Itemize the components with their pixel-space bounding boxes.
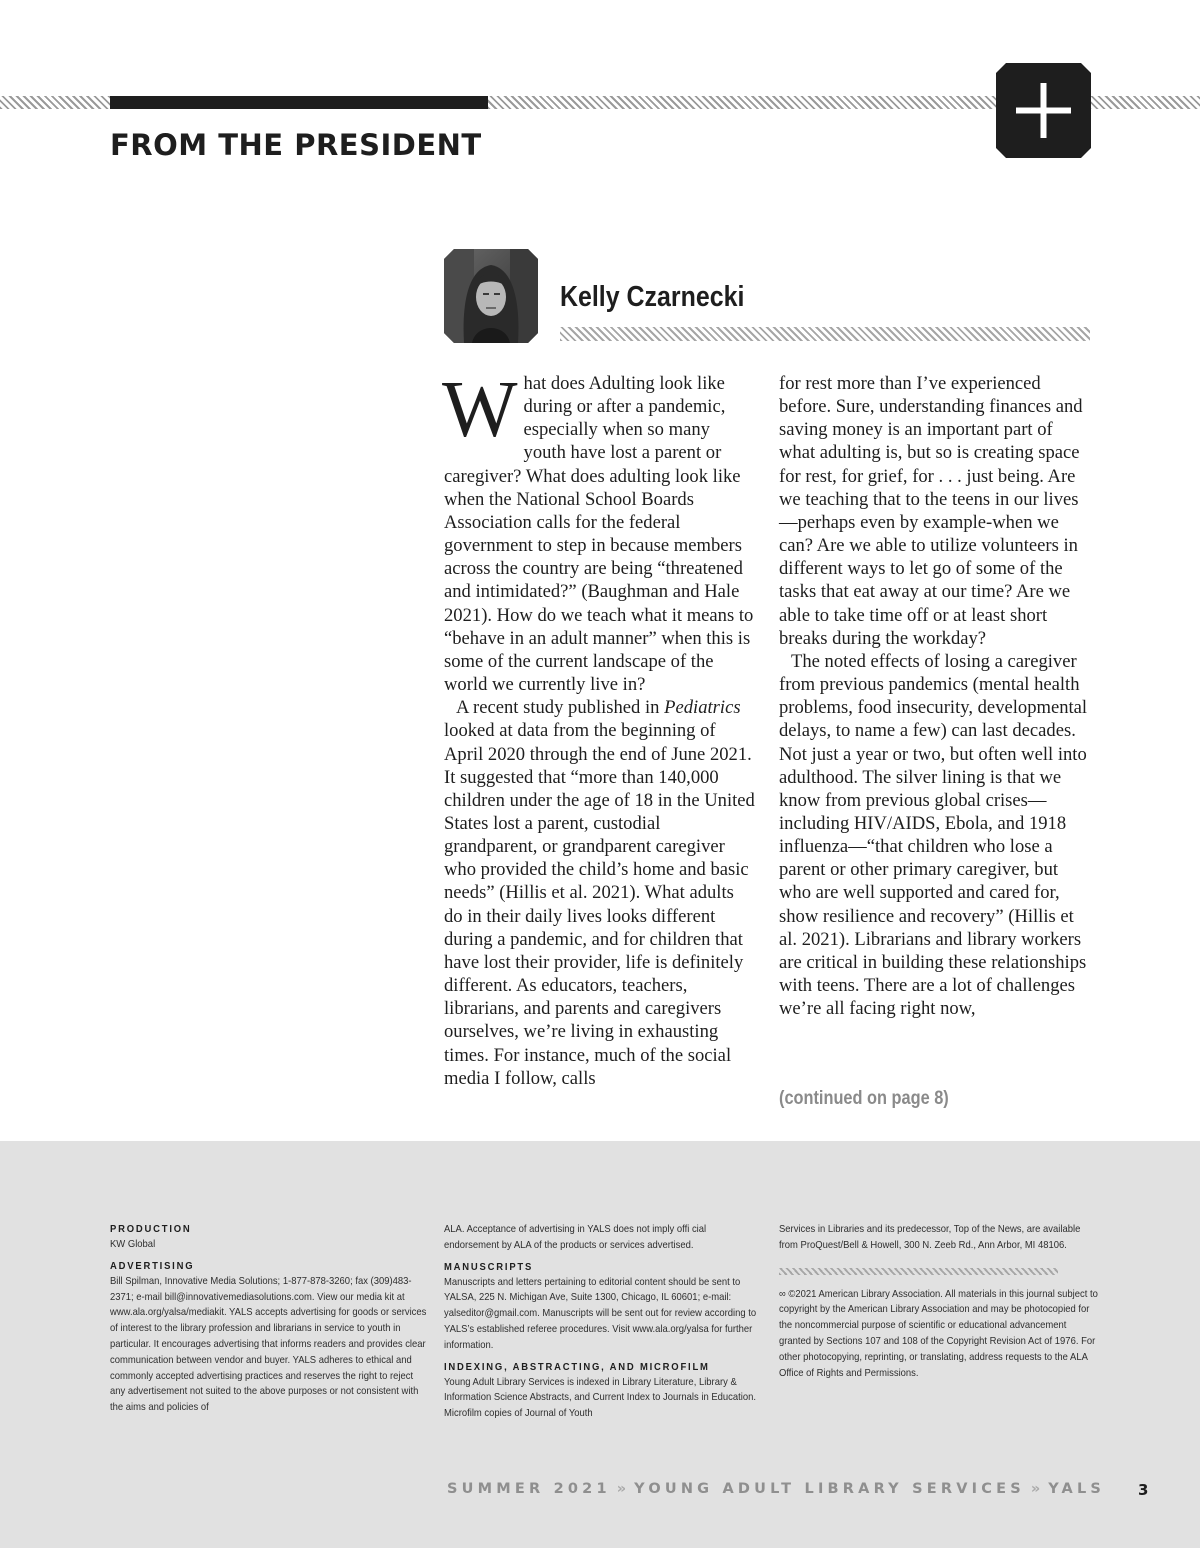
separator: » [1030,1481,1043,1497]
journal-abbr: YALS [1048,1481,1106,1497]
title-bar [110,96,488,109]
paragraph-text: hat does Adulting look like during or after a pandemic, especially when so many youth have lost a parent or caregiver? What does adulting look like when the National School Boards Association calls for the federal government to step in because members across the country are being “threatened and intimidated?” (Baughman and Hale 2021). How do we teach what it means to “behave in an adult manner” when this is some of the current landscape of the world we currently live in? [444,373,754,696]
author-photo [444,249,538,343]
author-hatch-rule [560,327,1090,341]
section-title: FROM THE PRESIDENT [110,128,482,162]
article-column-left [442,366,756,1090]
journal-name: YOUNG ADULT LIBRARY SERVICES [634,1481,1025,1497]
advertising-heading: ADVERTISING [110,1259,195,1272]
page-number: 3 [1138,1481,1149,1499]
footer-hatch-rule [779,1268,1058,1275]
drop-cap: W [442,366,518,454]
paragraph-text: A recent study published in [456,697,665,719]
continued-link[interactable]: (continued on page 8) [779,1088,949,1109]
advertising-text: Bill Spilman, Innovative Media Solutions; 1-877-878-3260; fax (309)483-2371; e-mail bill@innovativemediasolutions.com. View our media kit at www.ala.org/yalsa/mediakit. YALS accepts advertising for goods or services of interest to the library profession and librarians in service to youth in particular. It encourages advertising that informs readers and provides clear communication between vendor and buyer. YALS adheres to ethical and commonly accepted advertising practices and reserves the right to reject any advertisement not suited to the above purposes or not consistent with the aims and policies of [110,1274,427,1414]
article-column-right [779,372,1091,1020]
production-heading: PRODUCTION [110,1223,192,1235]
journal-title: Pediatrics [664,697,741,719]
issue-label: SUMMER 2021 [447,1481,611,1497]
footer-column-1 [110,1222,430,1416]
ala-acceptance-text: ALA. Acceptance of advertising in YALS does not imply offi cial endorsement by ALA of the products or services advertised. [444,1223,707,1251]
paragraph-text: looked at data from the beginning of April 2020 through the end of June 2021. It suggested that “more than 140,000 children under the age of 18 in the United States lost a parent, custodial grandparent, or grandparent caregiver who provided the child’s home and basic needs” (Hillis et al. 2021). What adults do in their daily lives looks different during a pandemic, and for children that have lost their provider, life is definitely different. As educators, teachers, librarians, and parents and caregivers ourselves, we’re living in exhausting times. For instance, much of the social media I follow, calls [444,720,755,1089]
footer-column-2 [444,1222,764,1422]
separator: » [616,1481,629,1497]
article-paragraph [442,366,756,696]
running-footer [447,1481,1105,1497]
indexing-text: Young Adult Library Services is indexed in Library Literature, Library & Information Science Abstracts, and Current Index to Journals in Education. Microfilm copies of Journal of Youth [444,1375,757,1420]
copyright-text: ∞ ©2021 American Library Association. All materials in this journal subject to copyright by the American Library Association and may be photocopied for the noncommercial purpose of scientific or educational advancement granted by Sections 107 and 108 of the Copyright Revision Act of 1976. For other photocopying, reprinting, or translating, address requests to the ALA Office of Rights and Permissions. [779,1287,1098,1379]
author-name: Kelly Czarnecki [560,281,745,313]
manuscripts-text: Manuscripts and letters pertaining to editorial content should be sent to YALSA, 225 N. Michigan Ave, Suite 1300, Chicago, IL 60601; e-mail: yalseditor@gmail.com. Manuscripts will be sent out for review according to YALS’s established referee procedures. Visit www.ala.org/yalsa for further information. [444,1275,757,1351]
plus-icon [996,63,1091,158]
production-text: KW Global [110,1238,156,1250]
article-paragraph: The noted effects of losing a caregiver from previous pandemics (mental health problems, food insecurity, developmental delays, to name a few) can last decades. Not just a year or two, but often well into adulthood. The silver lining is that we know from previous global crises—including HIV/AIDS, Ebola, and 1918 influenza—“that children who lose a parent or other primary caregiver, but who are well supported and cared for, show resilience and recovery” (Hillis et al. 2021). Librarians and library workers are critical in building these relationships with teens. There are a lot of challenges we’re all facing right now, [779,650,1088,1020]
footer-column-3 [779,1222,1099,1381]
article-paragraph: for rest more than I’ve experienced before. Sure, understanding finances and saving money is an important part of what adulting is, but so is creating space for rest, for grief, for . . . just being. Are we teaching that to the teens in our lives—perhaps even by example-when we can? Are we able to utilize volunteers in different ways to let go of some of the tasks that eat away at our time? Are we able to take time off or at least short breaks during the workday? [779,373,1083,649]
article-paragraph [444,696,756,1090]
manuscripts-heading: MANUSCRIPTS [444,1260,534,1273]
indexing-heading: INDEXING, ABSTRACTING, AND MICROFILM [444,1360,710,1373]
microfilm-text: Services in Libraries and its predecessor, Top of the News, are available from ProQuest/Bell & Howell, 300 N. Zeeb Rd., Ann Arbor, MI 48106. [779,1223,1081,1251]
